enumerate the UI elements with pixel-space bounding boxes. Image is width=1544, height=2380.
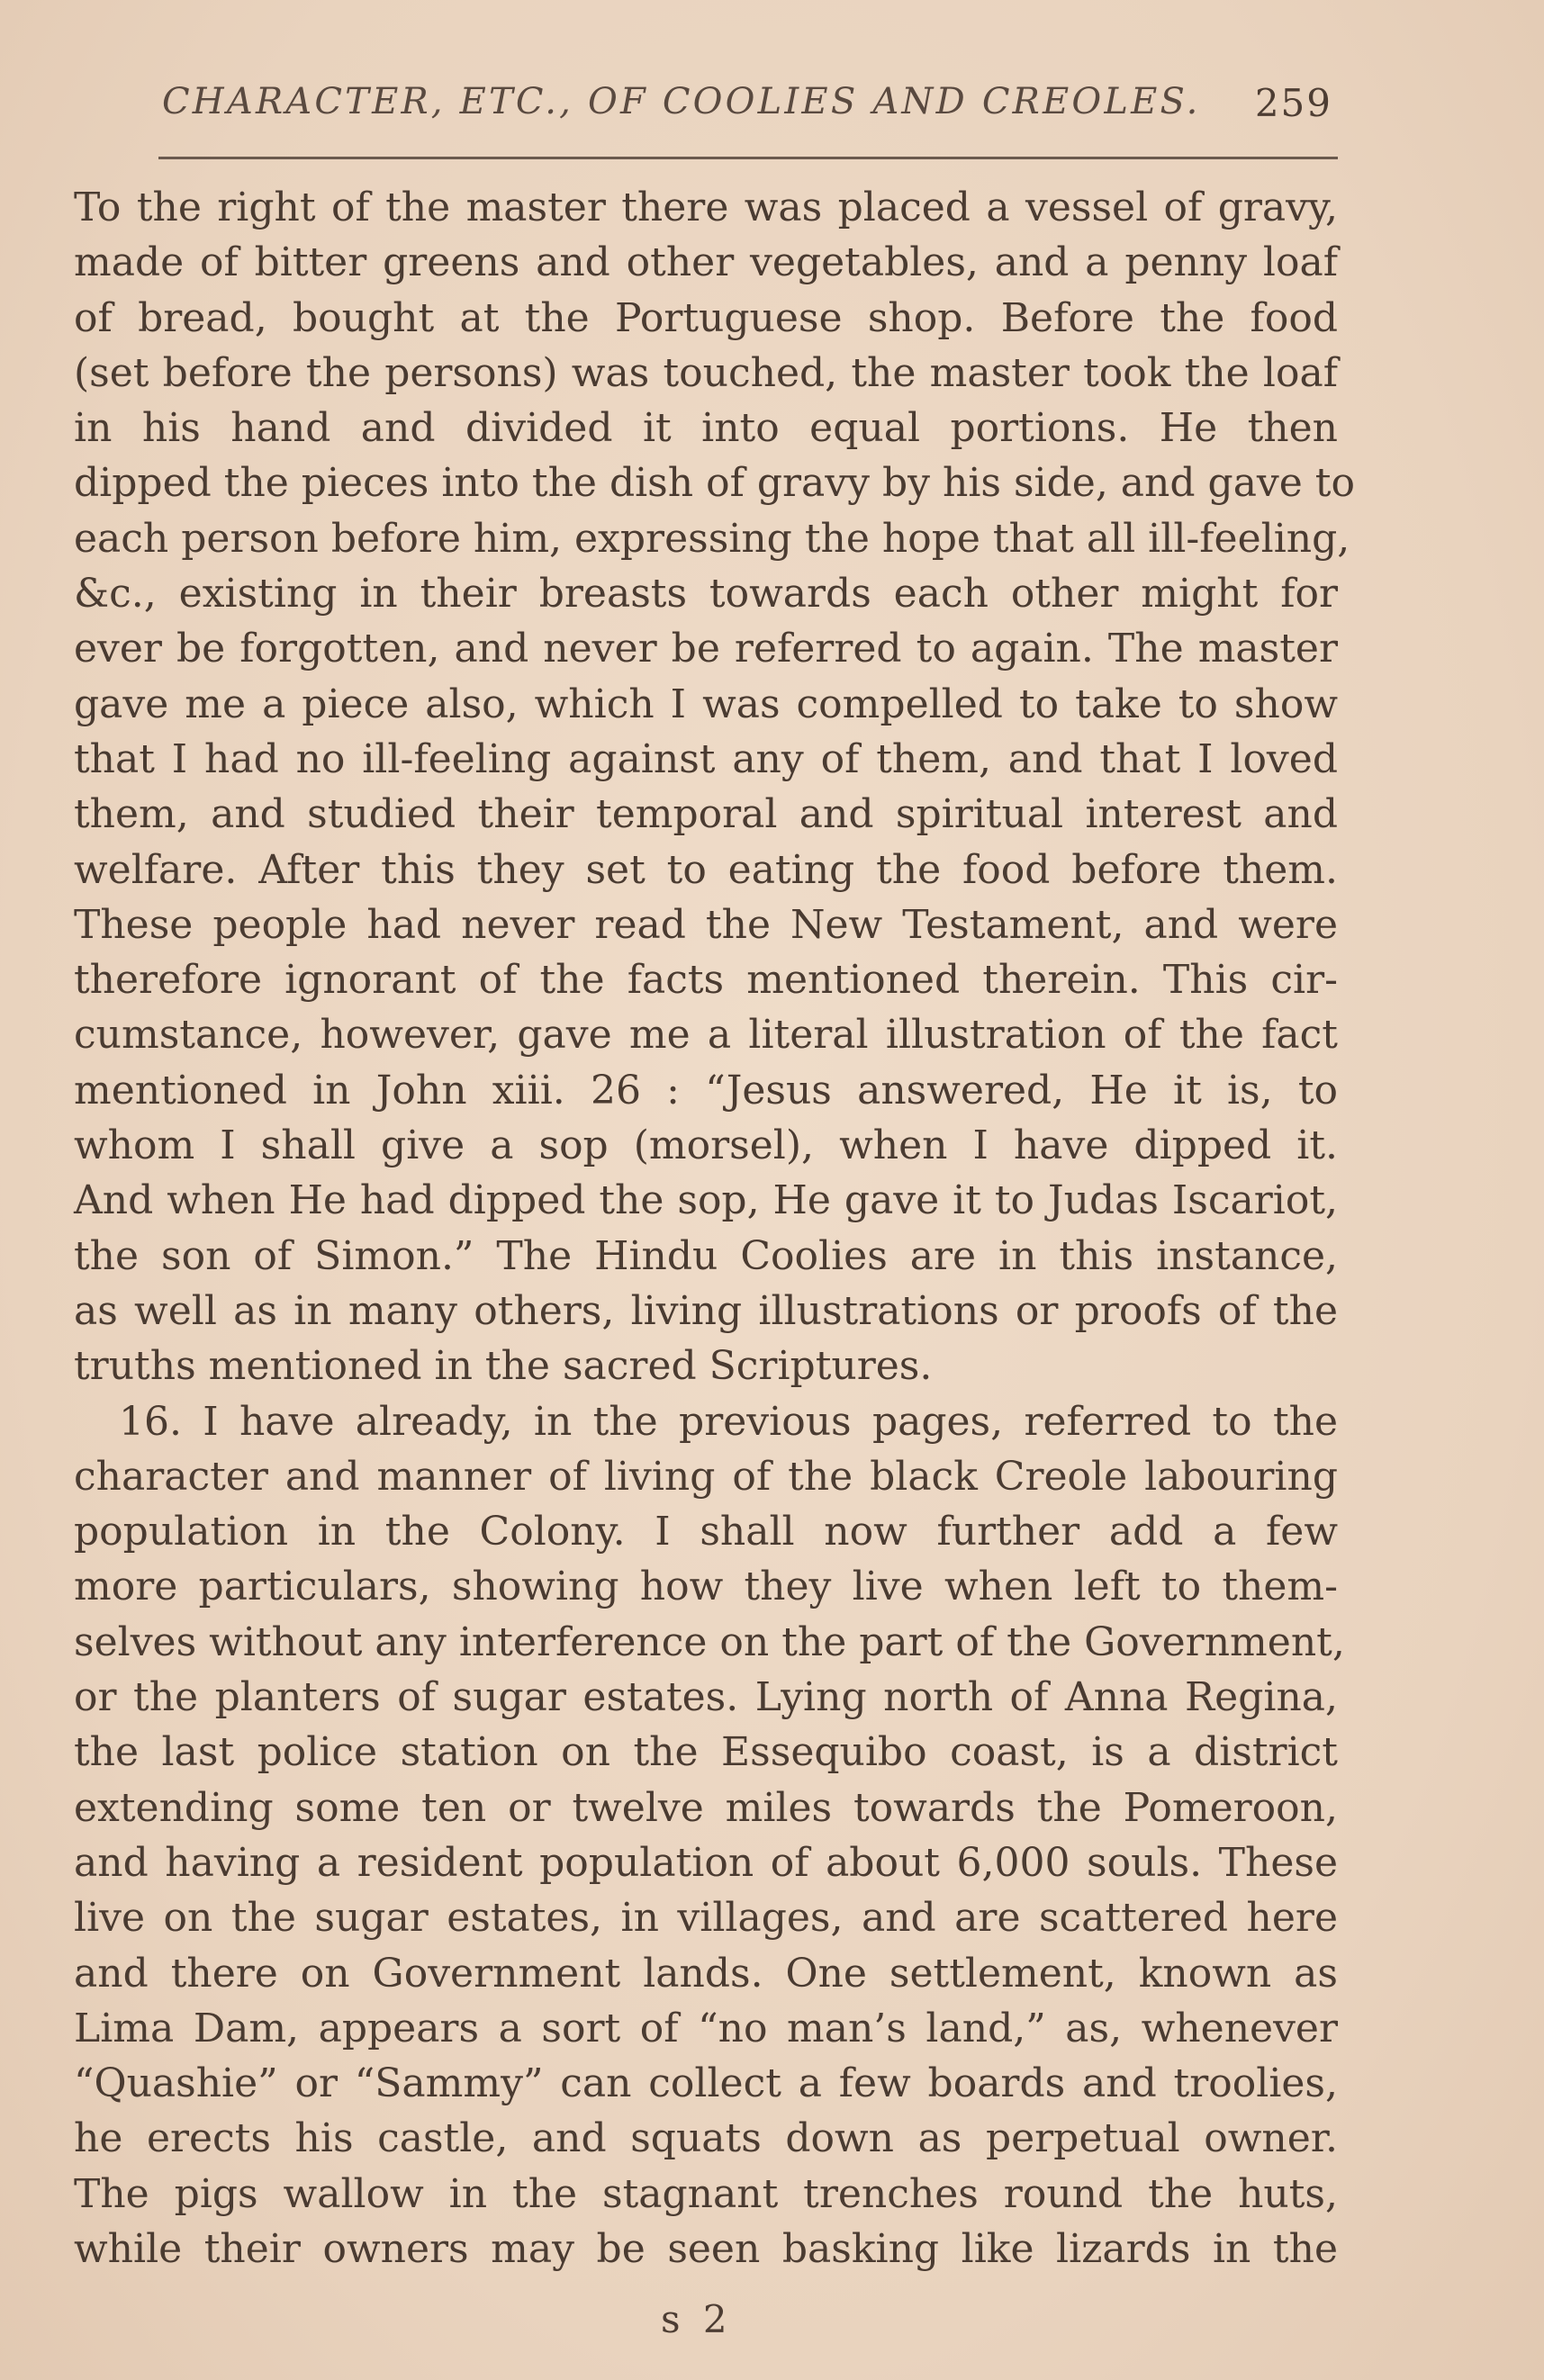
text-line: welfare. After this they set to eating the food before them.	[74, 846, 1338, 893]
text-line: he erects his castle, and squats down as perpetual owner.	[74, 2115, 1338, 2162]
running-title: CHARACTER, ETC., OF COOLIES AND CREOLES.	[162, 81, 1201, 122]
body-text	[74, 180, 1355, 2276]
text-line: live on the sugar estates, in villages, and are scattered here	[74, 1895, 1338, 1942]
text-line: gave me a piece also, which I was compelled to take to show	[74, 681, 1338, 727]
text-line: therefore ignorant of the facts mentioned therein. This cir-	[74, 957, 1338, 1004]
text-line: And when He had dipped the sop, He gave it to Judas Iscariot,	[74, 1177, 1338, 1224]
text-line: &c., existing in their breasts towards each other might for	[74, 571, 1338, 618]
text-line: each person before him, expressing the hope that all ill-feeling,	[74, 515, 1350, 562]
text-line: in his hand and divided it into equal portions. He then	[74, 405, 1338, 452]
header-rule	[158, 157, 1338, 159]
text-line: selves without any interference on the part of the Government,	[74, 1618, 1345, 1665]
text-line: dipped the pieces into the dish of gravy by his side, and gave to	[74, 460, 1355, 507]
paragraph-start-line: 16. I have already, in the previous pages, referred to the	[119, 1398, 1338, 1445]
text-line: the last police station on the Essequibo coast, is a district	[74, 1729, 1338, 1776]
text-line: or the planters of sugar estates. Lying north of Anna Regina,	[74, 1674, 1338, 1721]
text-line: (set before the persons) was touched, the master took the loaf	[74, 349, 1338, 396]
text-line: while their owners may be seen basking like lizards in the	[74, 2225, 1338, 2272]
text-line: mentioned in John xiii. 26 : “Jesus answered, He it is, to	[74, 1067, 1338, 1113]
text-line: as well as in many others, living illustrations or proofs of the	[74, 1287, 1338, 1334]
page-number: 259	[1254, 81, 1332, 125]
text-line: population in the Colony. I shall now further add a few	[74, 1509, 1338, 1555]
paragraph-end-line: truths mentioned in the sacred Scriptures.	[74, 1343, 933, 1390]
text-line: the son of Simon.” The Hindu Coolies are in this instance,	[74, 1232, 1338, 1279]
text-line: more particulars, showing how they live when left to them-	[74, 1564, 1338, 1610]
text-line: The pigs wallow in the stagnant trenches round the huts,	[74, 2170, 1338, 2217]
text-line: cumstance, however, gave me a literal illustration of the fact	[74, 1012, 1338, 1059]
text-line: whom I shall give a sop (morsel), when I have dipped it.	[74, 1122, 1338, 1169]
signature-mark: s 2	[661, 2297, 733, 2341]
text-line: and having a resident population of about 6,000 souls. These	[74, 1839, 1338, 1886]
text-line: character and manner of living of the black Creole labouring	[74, 1453, 1338, 1500]
text-line: and there on Government lands. One settlement, known as	[74, 1950, 1338, 1997]
text-line: To the right of the master there was placed a vessel of gravy,	[74, 185, 1338, 230]
text-line: that I had no ill-feeling against any of them, and that I loved	[74, 735, 1338, 782]
text-line: “Quashie” or “Sammy” can collect a few boards and troolies,	[74, 2060, 1338, 2107]
text-line: made of bitter greens and other vegetables, and a penny loaf	[74, 239, 1338, 286]
text-line: extending some ten or twelve miles towards the Pomeroon,	[74, 1784, 1338, 1831]
text-line: of bread, bought at the Portuguese shop. Before the food	[74, 294, 1338, 341]
text-line: ever be forgotten, and never be referred to again. The master	[74, 626, 1338, 672]
text-line: them, and studied their temporal and spiritual interest and	[74, 791, 1338, 838]
text-line: Lima Dam, appears a sort of “no man’s land,” as, whenever	[74, 2005, 1338, 2051]
text-line: These people had never read the New Testament, and were	[74, 901, 1338, 948]
running-head	[162, 81, 1332, 135]
